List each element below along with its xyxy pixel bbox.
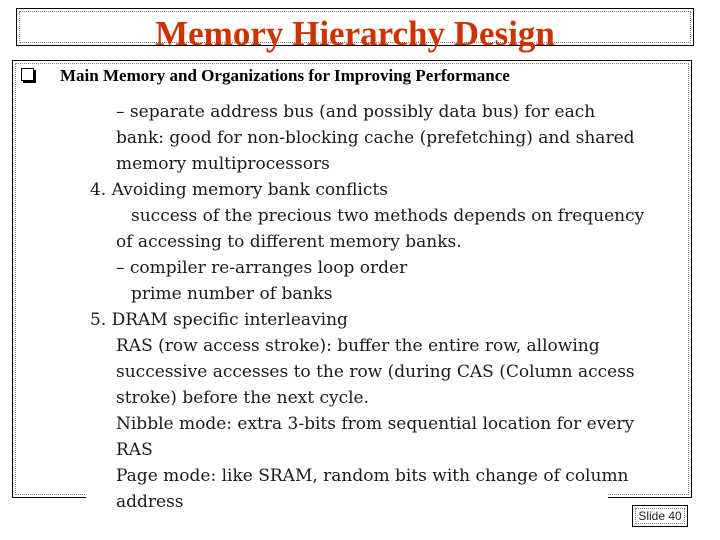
text-line: prime number of banks [131,284,333,304]
text-line: Page mode: like SRAM, random bits with change of column [116,466,629,486]
text-line: RAS (row access stroke): buffer the entire row, allowing [116,336,600,356]
text-line: address [116,492,184,512]
text-line: successive accesses to the row (during CAS (Column access [116,362,635,382]
text-line: bank: good for non-blocking cache (prefetching) and shared [116,128,635,148]
scanned-text-excerpt [86,98,645,518]
section-heading: Main Memory and Organizations for Improving Performance [60,66,510,85]
text-line: memory multiprocessors [116,154,330,174]
slide-title: Memory Hierarchy Design [155,14,555,53]
text-line: – compiler re-arranges loop order [116,258,408,278]
text-line: 5. DRAM specific interleaving [90,310,348,330]
title-frame [16,8,694,53]
slide-number: Slide 40 [632,505,688,527]
text-line: 4. Avoiding memory bank conflicts [90,180,388,200]
text-line: Nibble mode: extra 3-bits from sequential location for every [116,414,635,434]
text-line: of accessing to different memory banks. [116,232,462,252]
text-line: RAS [116,440,153,460]
text-line: stroke) before the next cycle. [116,388,369,408]
text-line: – separate address bus (and possibly data bus) for each [116,102,596,122]
text-line: success of the precious two methods depends on frequency [131,206,645,226]
checkbox-bullet-icon [21,68,34,81]
